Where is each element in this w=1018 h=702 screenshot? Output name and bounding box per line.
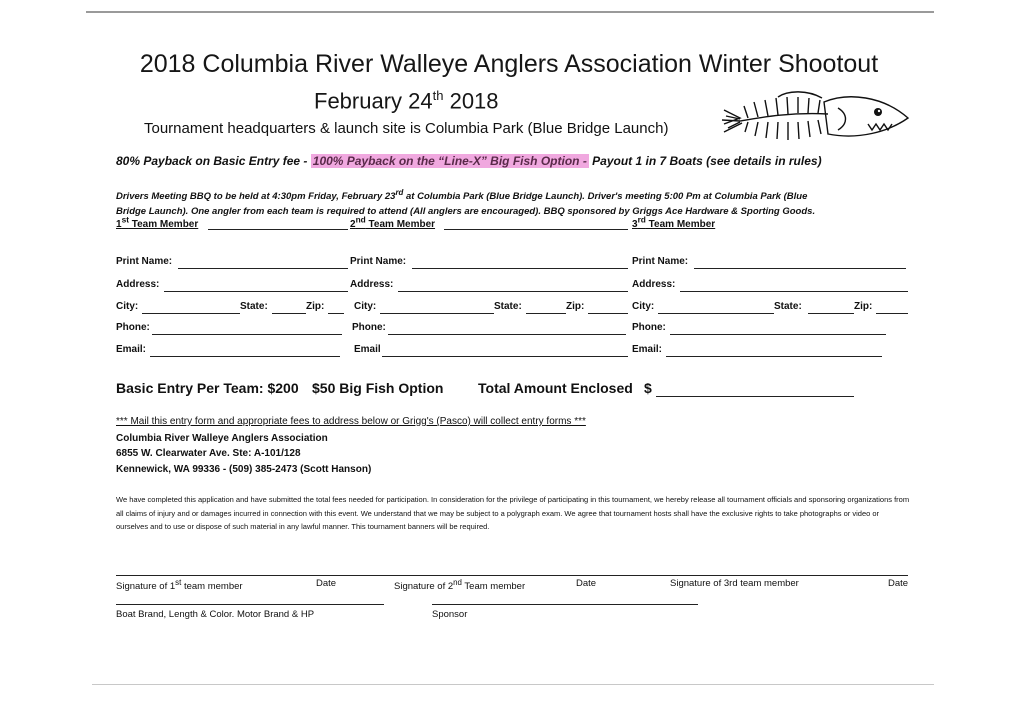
- address-label-1: Address:: [116, 279, 160, 290]
- state-field-2[interactable]: [526, 313, 566, 314]
- state-field-1[interactable]: [272, 313, 306, 314]
- email-field-2[interactable]: [382, 356, 628, 357]
- phone-label-3: Phone:: [632, 322, 666, 333]
- big-fish-option: $50 Big Fish Option: [312, 380, 444, 396]
- date-label-3: Date: [888, 578, 909, 589]
- phone-label-2: Phone:: [352, 322, 386, 333]
- email-field-3[interactable]: [666, 356, 882, 357]
- signature-line[interactable]: [116, 575, 908, 576]
- signature-2-label: Signature of 2nd Team member: [394, 578, 526, 593]
- date-label-1: Date: [316, 578, 337, 589]
- big-fish-highlight: 100% Payback on the “Line-X” Big Fish Option -: [312, 154, 587, 168]
- team-member-1-heading: 1st Team Member: [116, 215, 199, 231]
- zip-label-2: Zip:: [566, 301, 585, 312]
- print-name-field-2[interactable]: [412, 268, 628, 269]
- print-name-label-1: Print Name:: [116, 256, 173, 267]
- total-amount-label: Total Amount Enclosed: [478, 380, 633, 396]
- zip-label-3: Zip:: [854, 301, 873, 312]
- email-label-2: Email: [354, 344, 381, 355]
- address-field-2[interactable]: [398, 291, 628, 292]
- email-label-1: Email:: [116, 344, 147, 355]
- city-label-2: City:: [354, 301, 377, 312]
- team-member-2-heading: 2nd Team Member: [350, 215, 436, 231]
- date-label-2: Date: [576, 578, 597, 589]
- address-label-2: Address:: [350, 279, 394, 290]
- top-divider: [86, 11, 934, 13]
- print-name-field-3[interactable]: [694, 268, 906, 269]
- dollar-sign: $: [644, 380, 652, 396]
- address-field-3[interactable]: [680, 291, 908, 292]
- city-phone: Kennewick, WA 99336 - (509) 385-2473 (Scott Hanson): [116, 464, 372, 475]
- email-label-3: Email:: [632, 344, 663, 355]
- print-name-label-3: Print Name:: [632, 256, 689, 267]
- state-label-1: State:: [240, 301, 268, 312]
- city-field-3[interactable]: [658, 313, 774, 314]
- city-label-3: City:: [632, 301, 655, 312]
- address-label-3: Address:: [632, 279, 676, 290]
- zip-field-3[interactable]: [876, 313, 908, 314]
- basic-entry-fee: Basic Entry Per Team: $200: [116, 380, 299, 396]
- zip-label-1: Zip:: [306, 301, 325, 312]
- page-title: 2018 Columbia River Walleye Anglers Association Winter Shootout: [139, 50, 879, 78]
- boat-info-line[interactable]: [116, 604, 384, 605]
- city-label-1: City:: [116, 301, 139, 312]
- print-name-field-1[interactable]: [178, 268, 348, 269]
- divider: [444, 229, 628, 230]
- signature-1-label: Signature of 1st team member: [116, 578, 243, 593]
- street-address: 6855 W. Clearwater Ave. Ste: A-101/128: [116, 448, 301, 459]
- state-field-3[interactable]: [808, 313, 854, 314]
- sponsor-line[interactable]: [432, 604, 698, 605]
- city-field-2[interactable]: [380, 313, 494, 314]
- payback-line: 80% Payback on Basic Entry fee - 100% Payback on the “Line-X” Big Fish Option - Payout 1 in 7 Boats (see details in rules): [116, 154, 822, 168]
- divider: [208, 229, 348, 230]
- release-statement: We have completed this application and have submitted the total fees needed for participation. In consideration for the privilege of participating in this tournament, we hereby release all tournament officials and sponsoring organizations from all claims of injury and or damages incurred in connection with this event. We understand that we may be subject to a polygraph exam. We agree that tournament hosts shall have the exclusive rights to take photographs or video or ourselves and to use or dispose of such material in any lawful manner. This tournament banners will be required.: [116, 495, 910, 531]
- address-field-1[interactable]: [164, 291, 348, 292]
- total-amount-field[interactable]: [656, 396, 854, 397]
- phone-label-1: Phone:: [116, 322, 150, 333]
- phone-field-3[interactable]: [670, 334, 886, 335]
- skeleton-fish-logo: [718, 88, 918, 152]
- phone-field-1[interactable]: [152, 334, 342, 335]
- event-date: February 24th 2018: [314, 88, 499, 114]
- sponsor-label: Sponsor: [432, 609, 468, 620]
- mail-instructions: *** Mail this entry form and appropriate fees to address below or Grigg's (Pasco) will collect entry forms ***: [116, 416, 586, 427]
- drivers-meeting-info: Drivers Meeting BBQ to be held at 4:30pm Friday, February 23rd at Columbia Park (Blue Bridge Launch). Driver's meeting 5:00 Pm at Columbia Park (Blue Bridge Launch). One angler from each team is required to attend (All anglers are encouraged). BBQ sponsored by Griggs Ace Hardware & Sporting Goods.: [116, 188, 816, 218]
- headquarters-text: Tournament headquarters & launch site is Columbia Park (Blue Bridge Launch): [144, 120, 669, 137]
- print-name-label-2: Print Name:: [350, 256, 407, 267]
- zip-field-1[interactable]: [328, 313, 344, 314]
- email-field-1[interactable]: [150, 356, 340, 357]
- bottom-divider: [92, 684, 934, 685]
- zip-field-2[interactable]: [588, 313, 628, 314]
- org-name: Columbia River Walleye Anglers Association: [116, 433, 328, 444]
- phone-field-2[interactable]: [388, 334, 626, 335]
- signature-3-label: Signature of 3rd team member: [670, 578, 799, 589]
- city-field-1[interactable]: [142, 313, 240, 314]
- state-label-3: State:: [774, 301, 802, 312]
- state-label-2: State:: [494, 301, 522, 312]
- boat-info-label: Boat Brand, Length & Color. Motor Brand & HP: [116, 609, 315, 620]
- team-member-3-heading: 3rd Team Member: [632, 215, 716, 231]
